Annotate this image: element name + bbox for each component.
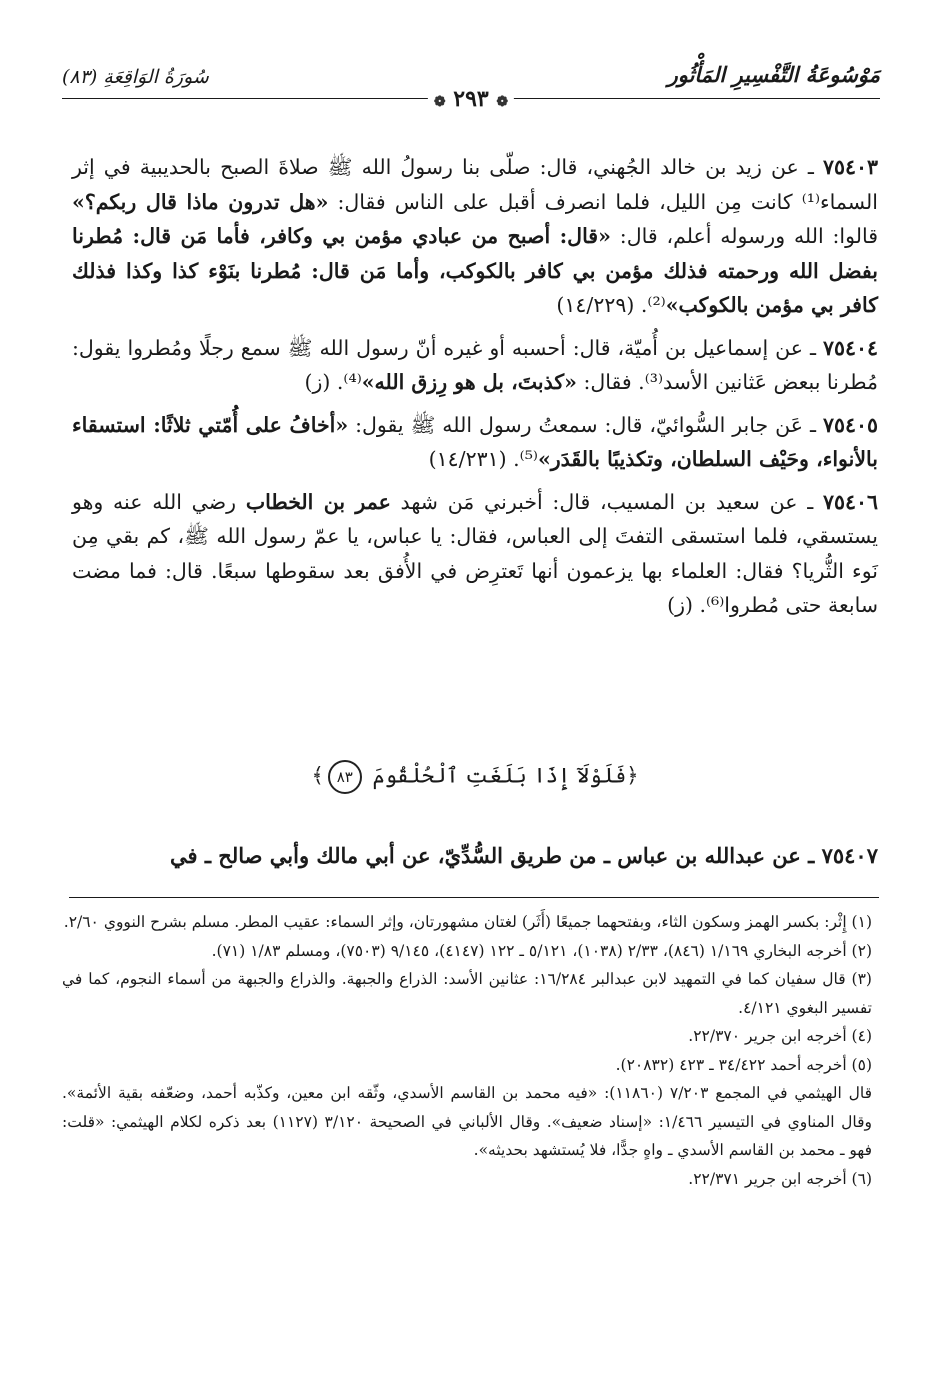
footnote-5-note: قال الهيثمي في المجمع ٧/٢٠٣ (١١٨٦٠): «فيه محمد بن القاسم الأسدي، وثّقه ابن معين، وكذّبه أحمد، وضعّفه بقية الأئمة». وقال المناوي في التيسير ١/٤٦٦: «إسناد ضعيف». وقال الألباني في الصحيحة ٣/١٢٠ (١١٢٧) بعد ذكره لكلام الهيثمي: «قلت: فهو ـ محمد بن القاسم الأسدي ـ واهٍ جدًّا، فلا يُستشهد بحديثه». [62,1084,872,1159]
entry-75404 [72,331,878,400]
ornament-right-icon: ❁ [496,94,509,110]
footnote-6: (٦) أخرجه ابن جرير ٢٢/٣٧١. [688,1169,872,1188]
entry-text: ـ عَن جابر السُّوائيّ، قال: سمعتُ رسول الله ﷺ يقول: [348,412,823,437]
footnotes [62,908,872,1193]
surah-title: سُورَةُ الوَاقِعَةِ (٨٣) [62,66,209,88]
page-number: ٢٩٣ [453,86,489,112]
entry-text: ـ عن عبدالله بن عباس ـ من طريق السُّدِّيّ، عن أبي مالك وأبي صالح ـ في [169,843,822,868]
entry-text: ـ عن إسماعيل بن أُميّة، قال: أحسبه أو غيره أنّ رسول الله ﷺ سمع رجلًا ومُطروا يقول: مُطرنا ببعض عَثانين الأسد⁽³⁾. فقال: [72,335,878,394]
entry-quote: «أخافُ على أُمّتي ثلاثًا: استسقاء بالأنواء، وحَيْف السلطان، وتكذيبًا بالقَدَر» [72,412,878,471]
entry-75406 [72,485,878,623]
entry-text: ـ عن سعيد بن المسيب، قال: أخبرني مَن شهد [390,489,823,514]
entry-number: ٧٥٤٠٥ [822,412,878,437]
entry-75405 [72,408,878,477]
entry-number: ٧٥٤٠٧ [821,843,878,868]
footnote-3: (٣) قال سفيان كما في التمهيد لابن عبدالبر ١٦/٢٨٤: عثانين الأسد: الذراع والجبهة. والذراع والجبهة من أسماء النجوم، كما في تفسير البغوي ٤/١٢١. [62,970,872,1017]
footnote-2: (٢) أخرجه البخاري ١/١٦٩ (٨٤٦)، ٢/٣٣ (١٠٣٨)، ٥/١٢١ ـ ١٢٢ (٤١٤٧)، ٩/١٤٥ (٧٥٠٣)، ومسلم ١/٨٣ (٧١). [211,941,872,960]
quran-verse [72,760,878,794]
page-header [62,58,880,118]
entry-quote-2: «قال: أصبح من عبادي مؤمن بي وكافر، فأما مَن قال: مُطرنا بفضل الله ورحمته فذلك مؤمن بي كافر بالكوكب، وأما مَن قال: مُطرنا بنَوْء كذا وكذا فذلك كافر بي مؤمن بالكوكب» [72,224,878,317]
entry-number: ٧٥٤٠٣ [822,155,878,179]
entry-number: ٧٥٤٠٤ [822,335,878,360]
page-number-box [428,86,514,112]
entry-reference: ⁽⁴⁾. (ز) [304,370,362,394]
entry-text-mid: قالوا: الله ورسوله أعلم، قال: [610,224,878,248]
entry-quote: «هل تدرون ماذا قال ربكم؟» [72,189,329,214]
entry-name-bold: عمر بن الخطاب [245,489,391,514]
footnote-5: (٥) أخرجه أحمد ٣٤/٤٢٢ ـ ٤٢٣ (٢٠٨٣٢). [615,1055,872,1074]
entry-75407 [72,838,878,874]
ayah-number-marker: ٨٣ [328,760,362,794]
entry-number: ٧٥٤٠٦ [822,489,879,514]
verse-close-bracket: ﴾ [311,763,324,788]
entry-reference: ⁽²⁾. (١٤/٢٢٩) [556,293,666,317]
entry-reference: ⁽⁵⁾. (١٤/٢٣١) [428,447,538,471]
entry-text: ـ عن زيد بن خالد الجُهني، قال: صلّى بنا رسولُ الله ﷺ صلاةَ الصبح بالحديبية في إثر السماء⁽¹⁾ كانت مِن الليل، فلما انصرف أقبل على الناس فقال: [72,155,878,214]
book-title: مَوْسُوعَةُ التَّفْسِيرِ المَأْثُور [667,62,880,87]
ornament-left-icon: ❁ [433,94,446,110]
entry-text-rest: رضي الله عنه وهو يستسقي، فلما استسقى التفتَ إلى العباس، فقال: يا عباس، يا عمّ رسول الله ﷺ، كم بقي مِن نَوء الثُّريا؟ فقال: العلماء بها يزعمون أنها تَعترِض في الأُفق بعد سقوطها سبعًا. قال: فما مضت سابعة حتى مُطروا⁽⁶⁾. (ز) [72,489,878,617]
hadith-entries [72,150,878,631]
entry-quote: «كذبتَ، بل هو رِزق الله» [361,370,577,394]
footnote-divider [69,897,879,898]
footnote-1: (١) إِثْر: بكسر الهمز وسكون الثاء، وبفتحهما جميعًا (أَثَر) لغتان مشهورتان، وإثر السماء: عقيب المطر. مسلم بشرح النووي ٢/٦٠. [63,913,872,931]
footnote-4: (٤) أخرجه ابن جرير ٢٢/٣٧٠. [688,1027,872,1045]
entry-75403 [72,150,878,323]
verse-text: ﴿فَلَوْلَآ إِذَا بَلَغَتِ ٱلْحُلْقُومَ [372,763,639,788]
